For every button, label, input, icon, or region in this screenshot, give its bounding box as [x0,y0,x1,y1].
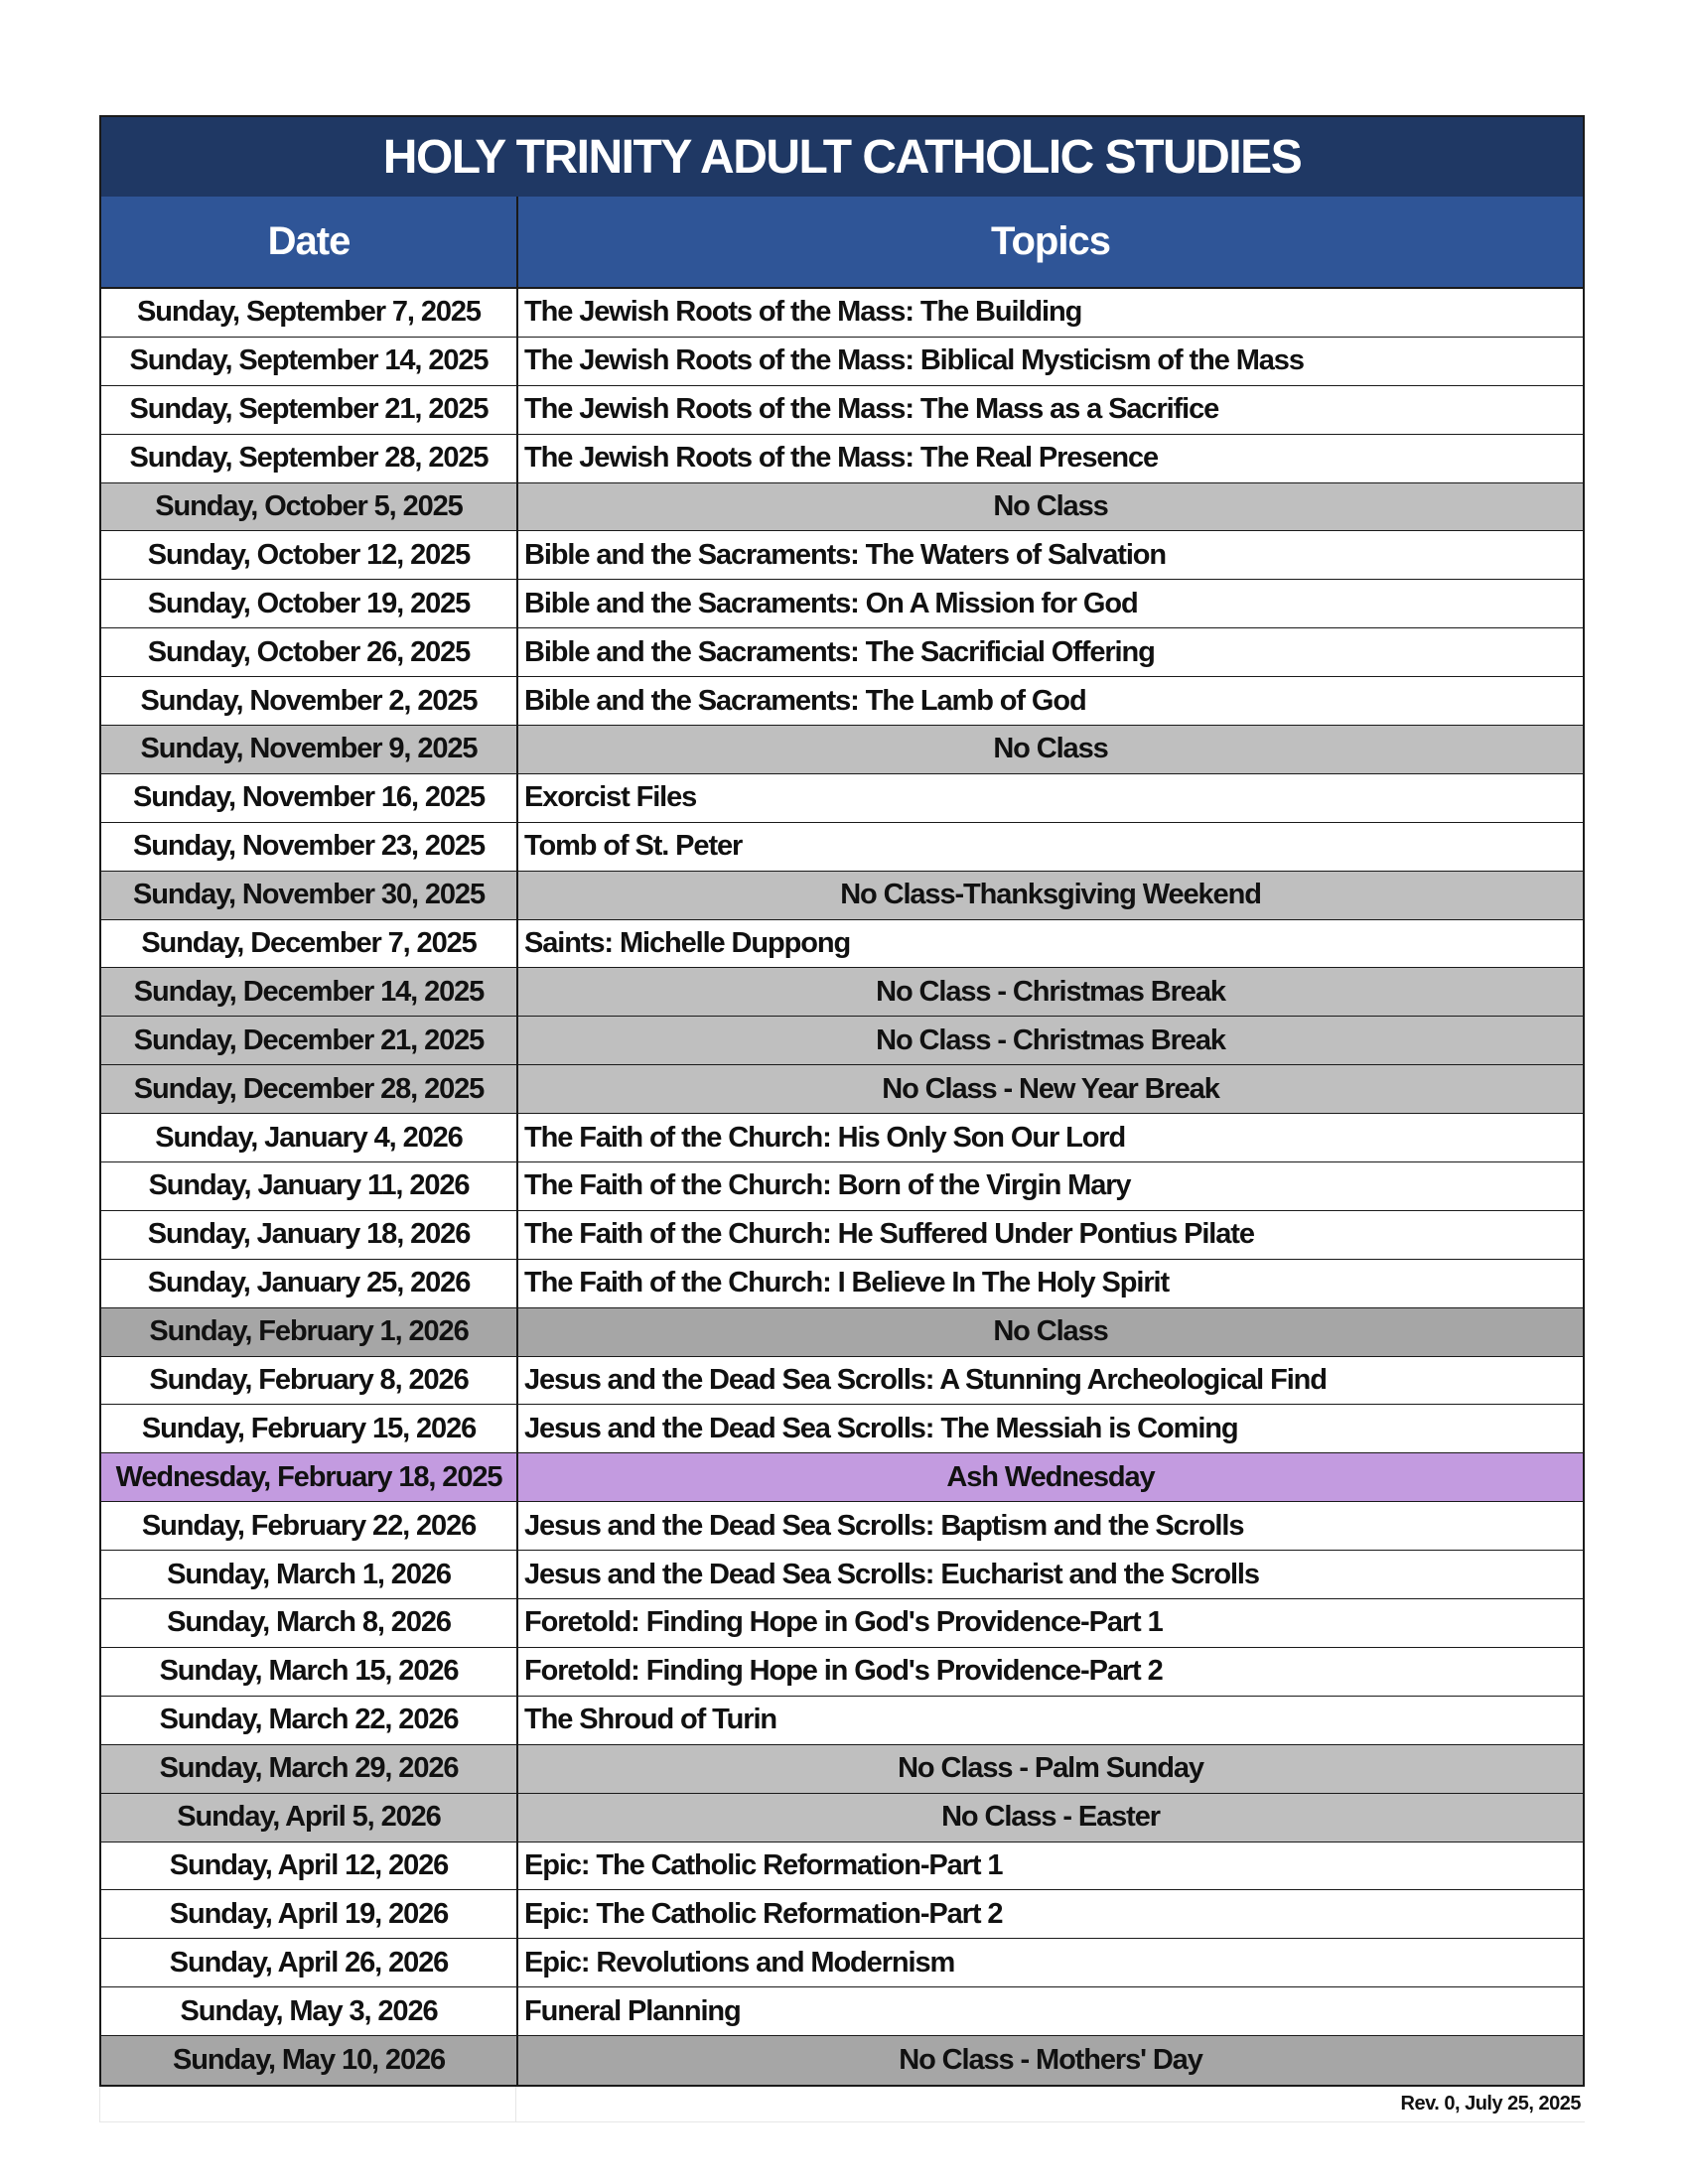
table-row [101,531,1583,580]
date-cell: Sunday, April 19, 2026 [101,1890,518,1938]
topic-cell: The Faith of the Church: I Believe In The Holy Spirit [524,1267,1170,1299]
table-row [101,628,1583,677]
date-cell: Sunday, March 1, 2026 [101,1551,518,1598]
topic-cell: Foretold: Finding Hope in God's Providence-Part 1 [524,1606,1163,1639]
revision-note: Rev. 0, July 25, 2025 [516,2087,1585,2122]
topic-cell: No Class [993,1315,1108,1348]
table-row-no-class [101,1745,1583,1794]
topic-cell: No Class-Thanksgiving Weekend [840,879,1261,911]
table-row [101,1843,1583,1891]
table-row-no-class [101,1017,1583,1065]
topic-cell: The Jewish Roots of the Mass: The Mass as a Sacrifice [524,393,1219,426]
table-row [101,1697,1583,1745]
date-cell: Sunday, November 16, 2025 [101,774,518,822]
date-cell: Sunday, May 10, 2026 [101,2036,518,2085]
table-row-no-class [101,726,1583,774]
table-row [101,386,1583,435]
topic-cell: Funeral Planning [524,1994,741,2027]
topic-cell: Bible and the Sacraments: On A Mission for God [524,587,1138,619]
date-cell: Sunday, February 8, 2026 [101,1357,518,1405]
date-cell: Sunday, December 14, 2025 [101,968,518,1016]
table-row [101,1987,1583,2036]
date-cell: Sunday, March 29, 2026 [101,1745,518,1793]
topic-cell: Bible and the Sacraments: The Sacrificial Offering [524,635,1155,668]
topic-cell: The Jewish Roots of the Mass: The Real Presence [524,442,1159,475]
table-row [101,580,1583,628]
topic-cell: Tomb of St. Peter [524,830,743,863]
topic-cell: Jesus and the Dead Sea Scrolls: The Messiah is Coming [524,1412,1238,1444]
date-cell: Sunday, February 22, 2026 [101,1502,518,1550]
topic-cell: Jesus and the Dead Sea Scrolls: A Stunning Archeological Find [524,1364,1327,1397]
topic-cell: Bible and the Sacraments: The Lamb of God [524,684,1086,717]
topic-cell: Epic: The Catholic Reformation-Part 1 [524,1848,1003,1881]
footer-empty-cell [99,2087,516,2122]
table-row-special [101,1453,1583,1502]
topic-cell: No Class [993,733,1108,765]
table-row [101,774,1583,823]
table-row [101,1211,1583,1260]
topic-cell: No Class - Christmas Break [876,1024,1225,1056]
topic-cell: The Faith of the Church: He Suffered Under Pontius Pilate [524,1218,1254,1251]
date-cell: Sunday, January 18, 2026 [101,1211,518,1259]
table-row [101,1162,1583,1211]
schedule-rows [99,289,1585,2087]
topic-cell: Exorcist Files [524,781,697,814]
topic-cell: No Class - New Year Break [882,1072,1219,1105]
date-cell: Sunday, January 4, 2026 [101,1114,518,1161]
date-cell: Sunday, April 12, 2026 [101,1843,518,1890]
topic-cell: No Class - Palm Sunday [898,1752,1203,1785]
date-cell: Sunday, November 30, 2025 [101,872,518,919]
column-header-row [99,197,1585,289]
date-cell: Sunday, March 8, 2026 [101,1599,518,1647]
topic-cell: No Class [993,490,1108,522]
date-cell: Sunday, September 28, 2025 [101,435,518,482]
date-cell: Sunday, February 1, 2026 [101,1308,518,1356]
table-row [101,1599,1583,1648]
topic-cell: Saints: Michelle Duppong [524,927,851,960]
topic-cell: Bible and the Sacraments: The Waters of Salvation [524,538,1167,571]
table-row [101,1648,1583,1697]
table-row [101,1260,1583,1308]
table-row [101,435,1583,483]
date-cell: Sunday, May 3, 2026 [101,1987,518,2035]
topic-cell: The Faith of the Church: Born of the Virgin Mary [524,1169,1131,1202]
table-row [101,920,1583,969]
topic-cell: The Shroud of Turin [524,1704,777,1736]
date-cell: Sunday, November 2, 2025 [101,677,518,725]
table-row [101,338,1583,386]
schedule-table [99,115,1585,2122]
table-row [101,823,1583,872]
topic-cell: The Faith of the Church: His Only Son Our Lord [524,1121,1126,1154]
date-cell: Sunday, December 28, 2025 [101,1065,518,1113]
topic-cell: No Class - Easter [941,1801,1160,1834]
table-row [101,1114,1583,1162]
topic-cell: Epic: Revolutions and Modernism [524,1946,955,1979]
date-cell: Sunday, November 23, 2025 [101,823,518,871]
table-row [101,677,1583,726]
table-row [101,1357,1583,1406]
date-cell: Sunday, January 25, 2026 [101,1260,518,1307]
topic-cell: Ash Wednesday [946,1460,1155,1493]
table-row-no-class [101,1794,1583,1843]
date-cell: Sunday, April 26, 2026 [101,1939,518,1986]
date-cell: Sunday, September 14, 2025 [101,338,518,385]
date-cell: Sunday, April 5, 2026 [101,1794,518,1842]
date-cell: Sunday, October 26, 2025 [101,628,518,676]
table-row [101,289,1583,338]
date-cell: Wednesday, February 18, 2025 [101,1453,518,1501]
table-row-no-class [101,872,1583,920]
table-row [101,1890,1583,1939]
date-cell: Sunday, November 9, 2025 [101,726,518,773]
topic-cell: Foretold: Finding Hope in God's Providence-Part 2 [524,1655,1163,1688]
date-cell: Sunday, December 7, 2025 [101,920,518,968]
table-title: HOLY TRINITY ADULT CATHOLIC STUDIES [99,115,1585,197]
table-row-no-class [101,968,1583,1017]
topic-cell: Jesus and the Dead Sea Scrolls: Eucharist and the Scrolls [524,1558,1259,1590]
date-cell: Sunday, October 19, 2025 [101,580,518,627]
topic-cell: Jesus and the Dead Sea Scrolls: Baptism and the Scrolls [524,1509,1244,1542]
topic-cell: No Class - Mothers' Day [899,2044,1202,2076]
date-cell: Sunday, December 21, 2025 [101,1017,518,1064]
table-row [101,1939,1583,1987]
topic-cell: Epic: The Catholic Reformation-Part 2 [524,1897,1003,1930]
table-row-no-class [101,2036,1583,2085]
table-row-no-class [101,1065,1583,1114]
topic-cell: No Class - Christmas Break [876,975,1225,1008]
table-row-no-class [101,483,1583,532]
date-cell: Sunday, March 22, 2026 [101,1697,518,1744]
date-column-header: Date [101,197,518,287]
date-cell: Sunday, October 12, 2025 [101,531,518,579]
table-row [101,1502,1583,1551]
table-row-no-class [101,1308,1583,1357]
table-footer [99,2087,1585,2122]
topics-column-header: Topics [991,219,1110,263]
date-cell: Sunday, October 5, 2025 [101,483,518,531]
topic-cell: The Jewish Roots of the Mass: The Building [524,296,1082,329]
date-cell: Sunday, September 7, 2025 [101,289,518,337]
date-cell: Sunday, January 11, 2026 [101,1162,518,1210]
table-row [101,1405,1583,1453]
date-cell: Sunday, March 15, 2026 [101,1648,518,1696]
date-cell: Sunday, September 21, 2025 [101,386,518,434]
topic-cell: The Jewish Roots of the Mass: Biblical Mysticism of the Mass [524,344,1304,377]
table-row [101,1551,1583,1599]
date-cell: Sunday, February 15, 2026 [101,1405,518,1452]
